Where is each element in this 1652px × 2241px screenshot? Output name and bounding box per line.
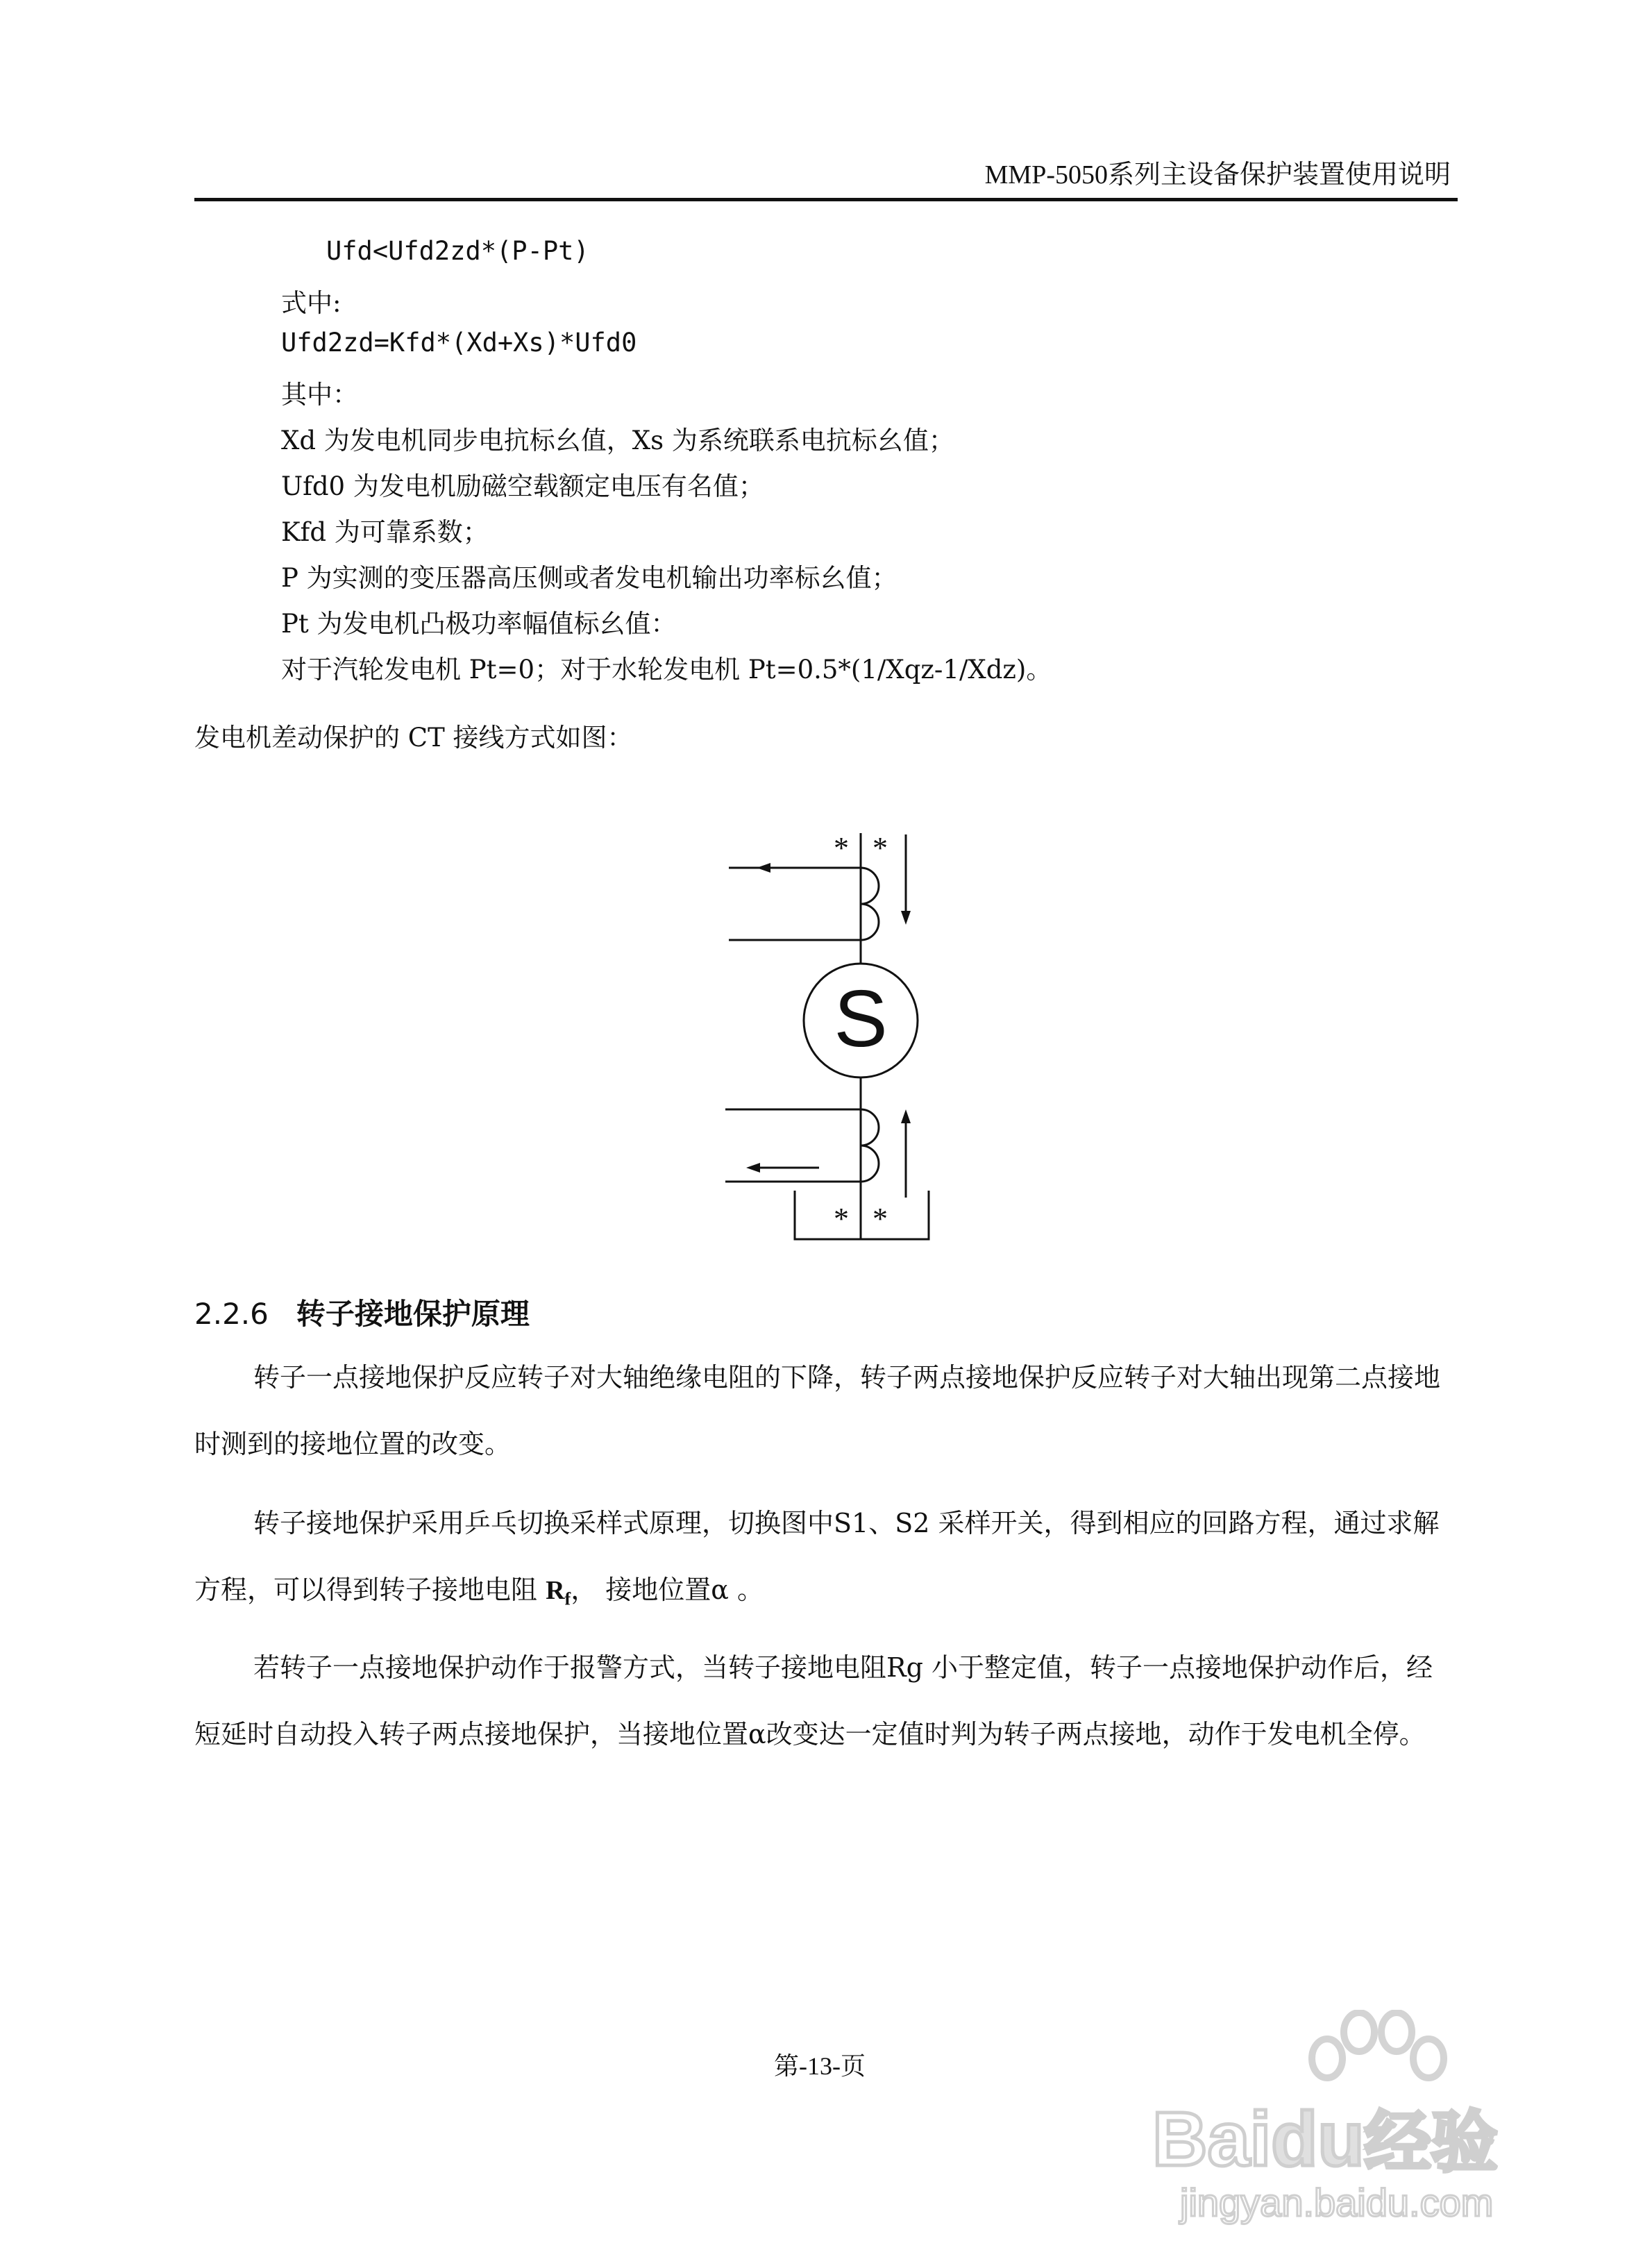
- ct-coil-top: [861, 868, 879, 940]
- section-number: 2.2.6: [194, 1297, 269, 1331]
- arrowhead-icon: [757, 863, 770, 873]
- formula-line: Ufd2zd=Kfd*(Xd+Xs)*Ufd0: [281, 328, 637, 358]
- resistance-symbol: $R_f$: [546, 1576, 571, 1609]
- formula-line: Xd 为发电机同步电抗标幺值，Xs 为系统联系电抗标幺值；: [281, 426, 954, 455]
- watermark-brand: Bai: [1152, 2097, 1272, 2182]
- arrowhead-icon: [901, 911, 911, 925]
- section-heading: [194, 1291, 530, 1333]
- section-title: 转子接地保护原理: [296, 1297, 530, 1331]
- arrowhead-icon: [746, 1163, 760, 1173]
- paragraph: 转子一点接地保护反应转子对大轴绝缘电阻的下降，转子两点接地保护反应转子对大轴出现第二点接地时测到的接地位置的改变。: [194, 1362, 1441, 1459]
- header-title: MMP-5050系列主设备保护装置使用说明: [984, 160, 1451, 190]
- watermark-brand-cn: 经验: [1364, 2104, 1498, 2181]
- formula-line: 其中：: [281, 380, 358, 410]
- header-rule: [194, 198, 1458, 201]
- polarity-mark: *: [873, 1202, 888, 1236]
- page-number: 第-13-页: [774, 2052, 866, 2080]
- polarity-mark: *: [834, 1202, 849, 1236]
- baidu-watermark: [1138, 2010, 1624, 2225]
- formula-line: 式中:: [281, 288, 342, 318]
- generator-label: S: [834, 973, 888, 1064]
- arrowhead-icon: [901, 1109, 911, 1123]
- ct-wiring-diagram: [694, 812, 986, 1264]
- watermark-url: jingyan.baidu.com: [1180, 2181, 1494, 2224]
- ct-coil-bottom: [861, 1109, 879, 1182]
- ct-intro-text: 发电机差动保护的 CT 接线方式如图：: [194, 723, 633, 753]
- paragraph-text: ， 接地位置α 。: [571, 1575, 764, 1605]
- formula-line: Kfd 为可靠系数；: [281, 517, 489, 547]
- polarity-mark: *: [834, 831, 849, 865]
- formula-line: Pt 为发电机凸极功率幅值标幺值：: [281, 609, 677, 639]
- formula-line: Ufd0 为发电机励磁空载额定电压有名值；: [281, 471, 764, 501]
- watermark-brand-du: du: [1271, 2097, 1365, 2182]
- paragraph: [194, 1490, 1458, 1633]
- formula-line: P 为实测的变压器高压侧或者发电机输出功率标幺值；: [281, 563, 897, 593]
- formula-line: 对于汽轮发电机 Pt=0；对于水轮发电机 Pt=0.5*(1/Xqz-1/Xdz)。: [281, 655, 1052, 685]
- paragraph-text: 转子接地保护采用乒乓切换采样式原理，切换图中S1、S2 采样开关，得到相应的回路方程，通过求解方程，可以得到转子接地电阻: [194, 1508, 1440, 1605]
- paragraph: 若转子一点接地保护动作于报警方式，当转子接地电阻Rg 小于整定值，转子一点接地保护动作后，经短延时自动投入转子两点接地保护，当接地位置α改变达一定值时判为转子两点接地，动作于发电机全停。: [194, 1652, 1433, 1749]
- polarity-mark: *: [873, 831, 888, 865]
- formula-line: Ufd<Ufd2zd*(P-Pt): [326, 236, 589, 266]
